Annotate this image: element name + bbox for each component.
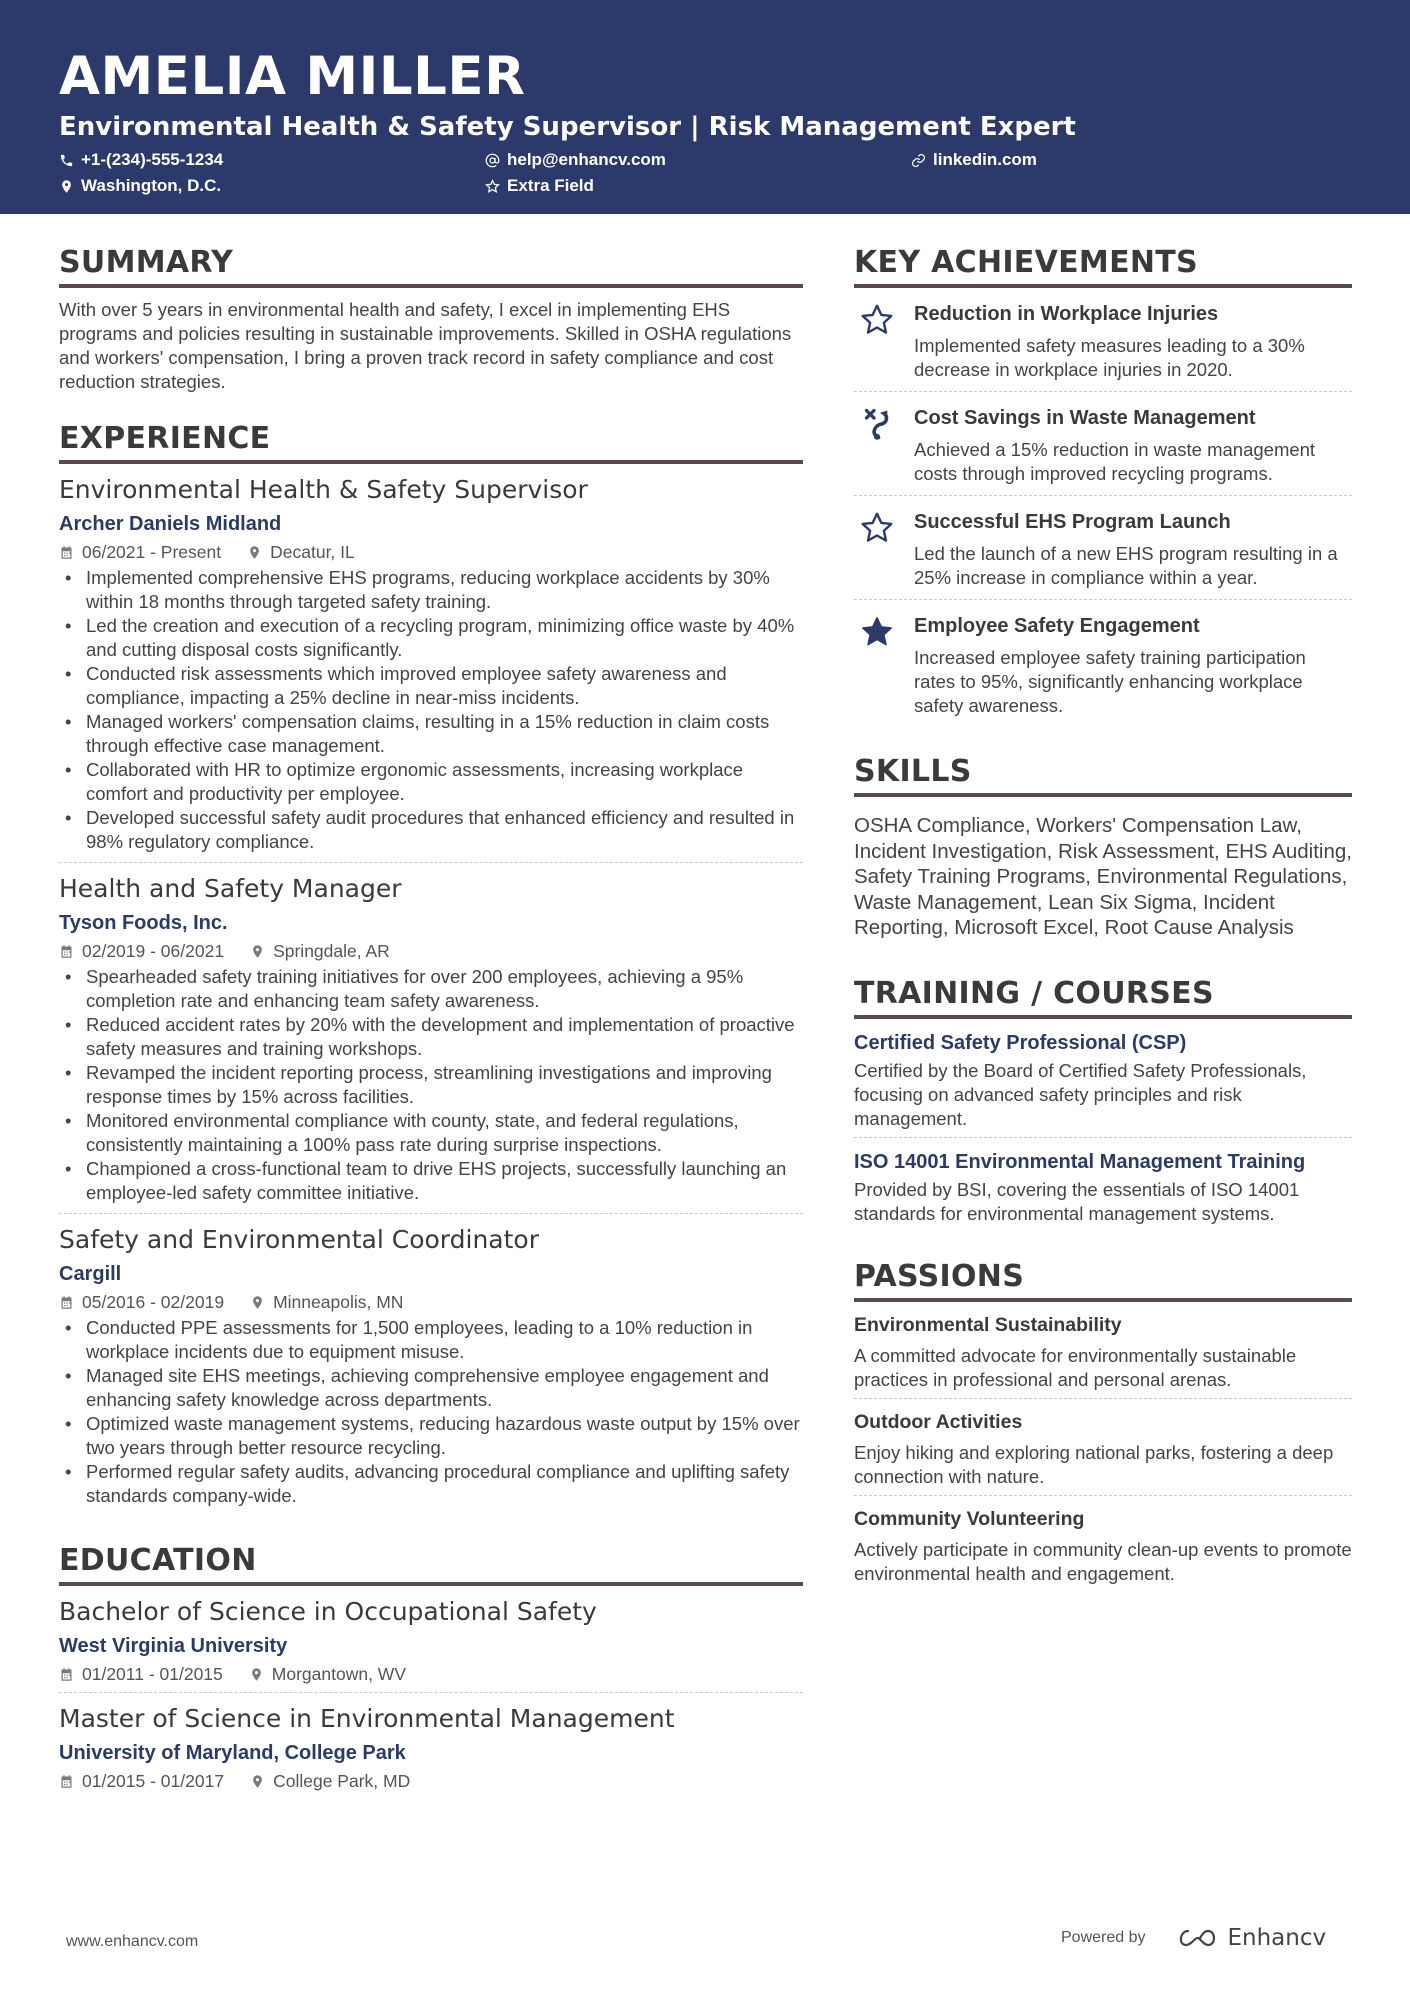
achievement-title: Cost Savings in Waste Management <box>914 407 1256 429</box>
achievement-item <box>854 600 1352 727</box>
bullet-item: • Championed a cross-functional team to drive EHS projects, successfully launching an employee-led safety committee initiative. <box>59 1157 803 1205</box>
phone-icon <box>59 153 74 168</box>
job-entry <box>59 464 803 863</box>
section-title-experience: EXPERIENCE <box>59 420 803 464</box>
bullet-item: • Spearheaded safety training initiatives for over 200 employees, achieving a 95% completion rate and enhancing team safety awareness. <box>59 965 803 1013</box>
job-entry <box>59 1214 803 1516</box>
calendar-icon <box>59 1774 74 1789</box>
course-title: Certified Safety Professional (CSP) <box>854 1031 1187 1054</box>
location-pin-icon <box>249 1667 264 1682</box>
education-entry <box>59 1586 803 1693</box>
contact-info <box>59 150 1410 202</box>
education-meta <box>59 1769 803 1793</box>
bullet-item: • Reduced accident rates by 20% with the development and implementation of proactive safety measures and training workshops. <box>59 1013 803 1061</box>
achievement-title: Employee Safety Engagement <box>914 615 1200 637</box>
contact-location <box>59 176 221 196</box>
section-title-passions: PASSIONS <box>854 1258 1352 1302</box>
course-title: ISO 14001 Environmental Management Training <box>854 1150 1306 1173</box>
passion-item <box>854 1496 1352 1592</box>
phone-text: +1-(234)-555-1234 <box>81 150 224 169</box>
star-filled-icon <box>859 614 895 650</box>
job-entry <box>59 863 803 1214</box>
candidate-headline: Environmental Health & Safety Supervisor | Risk Management Expert <box>59 112 1076 142</box>
star-outline-icon <box>859 302 895 338</box>
footer-website[interactable]: www.enhancv.com <box>66 1933 199 1950</box>
contact-email[interactable] <box>485 150 666 170</box>
job-meta <box>59 1290 803 1314</box>
job-title: Health and Safety Manager <box>59 874 402 903</box>
at-sign-icon <box>485 153 500 168</box>
course-item <box>854 1019 1352 1138</box>
degree-title: Master of Science in Environmental Management <box>59 1704 675 1733</box>
section-title-training: TRAINING / COURSES <box>854 975 1352 1019</box>
bullet-item: • Revamped the incident reporting process, streamlining investigations and improving response times by 15% across facilities. <box>59 1061 803 1109</box>
bullet-item: • Led the creation and execution of a recycling program, minimizing office waste by 40% and cutting disposal costs significantly. <box>59 614 803 662</box>
bullet-item: • Collaborated with HR to optimize ergonomic assessments, increasing workplace comfort and productivity per employee. <box>59 758 803 806</box>
bullet-item: • Optimized waste management systems, reducing hazardous waste output by 15% over two years through better resource recycling. <box>59 1412 803 1460</box>
star-icon <box>485 179 500 194</box>
passions-section <box>854 1258 1352 1592</box>
powered-by-text: Powered by <box>1061 1929 1146 1946</box>
brand-logo[interactable] <box>1174 1925 1327 1951</box>
job-dates: 06/2021 - Present <box>82 542 222 562</box>
section-title-skills: SKILLS <box>854 753 1352 797</box>
school-name: University of Maryland, College Park <box>59 1742 406 1764</box>
passion-desc: Enjoy hiking and exploring national parks, fostering a deep connection with nature. <box>854 1441 1334 1487</box>
bullet-item: • Managed site EHS meetings, achieving comprehensive employee engagement and enhancing safety knowledge across departments. <box>59 1364 803 1412</box>
bullet-item: • Conducted PPE assessments for 1,500 employees, leading to a 10% reduction in workplace incidents due to equipment misuse. <box>59 1316 803 1364</box>
job-meta <box>59 939 803 963</box>
job-bullets <box>59 566 803 854</box>
bullet-item: • Developed successful safety audit procedures that enhanced efficiency and resulted in 98% regulatory compliance. <box>59 806 803 854</box>
location-pin-icon <box>250 944 265 959</box>
job-bullets <box>59 965 803 1205</box>
education-section <box>59 1542 803 1799</box>
skills-section <box>854 753 1352 941</box>
location-pin-icon <box>250 1295 265 1310</box>
company-name: Tyson Foods, Inc. <box>59 912 228 934</box>
education-dates: 01/2011 - 01/2015 <box>82 1664 223 1684</box>
passion-item <box>854 1399 1352 1496</box>
passion-item <box>854 1302 1352 1399</box>
bullet-item: • Conducted risk assessments which improved employee safety awareness and compliance, impacting a 25% decline in near-miss incidents. <box>59 662 803 710</box>
contact-extra <box>485 176 594 196</box>
section-title-summary: SUMMARY <box>59 244 803 288</box>
achievement-item <box>854 496 1352 600</box>
star-outline-icon <box>859 510 895 546</box>
bullet-item: • Managed workers' compensation claims, resulting in a 15% reduction in claim costs through effective case management. <box>59 710 803 758</box>
achievements-section <box>854 244 1352 727</box>
company-name: Archer Daniels Midland <box>59 513 282 535</box>
degree-title: Bachelor of Science in Occupational Safety <box>59 1597 597 1626</box>
skills-text: OSHA Compliance, Workers' Compensation Law, Incident Investigation, Risk Assessment, EHS Auditing, Safety Training Programs, Environmental Regulations, Waste Management, Lean Six Sigma, Incident Reporting, Microsoft Excel, Root Cause Analysis <box>854 814 1352 939</box>
bullet-item: • Implemented comprehensive EHS programs, reducing workplace accidents by 30% within 18 months through targeted safety training. <box>59 566 803 614</box>
brand-name: Enhancv <box>1227 1925 1327 1951</box>
training-section <box>854 975 1352 1232</box>
job-title: Environmental Health & Safety Supervisor <box>59 475 588 504</box>
candidate-name: AMELIA MILLER <box>59 46 526 107</box>
job-title: Safety and Environmental Coordinator <box>59 1225 539 1254</box>
achievement-title: Successful EHS Program Launch <box>914 511 1231 533</box>
achievement-item <box>854 288 1352 392</box>
left-column <box>59 244 803 1825</box>
summary-text: With over 5 years in environmental health and safety, I excel in implementing EHS programs and policies resulting in sustainable improvements. Skilled in OSHA regulations and workers' compensation, I bring a proven track record in safety compliance and cost reduction strategies. <box>59 299 792 392</box>
education-location: College Park, MD <box>273 1771 411 1791</box>
job-location: Minneapolis, MN <box>273 1292 404 1312</box>
passion-desc: A committed advocate for environmentally sustainable practices in professional and personal arenas. <box>854 1344 1297 1390</box>
calendar-icon <box>59 1667 74 1682</box>
email-text: help@enhancv.com <box>507 150 666 169</box>
location-pin-icon <box>59 179 74 194</box>
experience-section <box>59 420 803 1516</box>
right-column <box>854 244 1352 1618</box>
contact-linkedin[interactable] <box>911 150 1037 170</box>
summary-section <box>59 244 803 394</box>
job-location: Springdale, AR <box>273 941 390 961</box>
resume-header <box>0 0 1410 214</box>
bullet-item: • Performed regular safety audits, advancing procedural compliance and uplifting safety standards company-wide. <box>59 1460 803 1508</box>
section-title-education: EDUCATION <box>59 1542 803 1586</box>
location-text: Washington, D.C. <box>81 176 222 195</box>
calendar-icon <box>59 545 74 560</box>
course-desc: Provided by BSI, covering the essentials of ISO 14001 standards for environmental management systems. <box>854 1178 1300 1224</box>
linkedin-text: linkedin.com <box>933 150 1037 169</box>
achievement-desc: Achieved a 15% reduction in waste management costs through improved recycling programs. <box>914 439 1316 484</box>
achievement-desc: Increased employee safety training participation rates to 95%, significantly enhancing workplace safety awareness. <box>914 647 1306 716</box>
education-meta <box>59 1662 803 1686</box>
bullet-item: • Monitored environmental compliance with county, state, and federal regulations, consistently maintaining a 100% pass rate during surprise inspections. <box>59 1109 803 1157</box>
passion-title: Environmental Sustainability <box>854 1313 1122 1336</box>
section-title-achievements: KEY ACHIEVEMENTS <box>854 244 1352 288</box>
extra-text: Extra Field <box>507 176 594 195</box>
achievement-desc: Led the launch of a new EHS program resulting in a 25% increase in compliance within a year. <box>914 543 1338 588</box>
location-pin-icon <box>247 545 262 560</box>
enhancv-logo-icon <box>1174 1925 1220 1951</box>
job-dates: 02/2019 - 06/2021 <box>82 941 225 961</box>
passion-title: Community Volunteering <box>854 1507 1085 1530</box>
education-location: Morgantown, WV <box>271 1664 406 1684</box>
job-meta <box>59 540 803 564</box>
footer-branding <box>1061 1925 1326 1951</box>
passion-title: Outdoor Activities <box>854 1410 1023 1433</box>
job-location: Decatur, IL <box>270 542 355 562</box>
achievement-item <box>854 392 1352 496</box>
education-dates: 01/2015 - 01/2017 <box>82 1771 225 1791</box>
location-pin-icon <box>250 1774 265 1789</box>
contact-phone[interactable] <box>59 150 223 170</box>
job-dates: 05/2016 - 02/2019 <box>82 1292 225 1312</box>
education-entry <box>59 1693 803 1799</box>
course-desc: Certified by the Board of Certified Safety Professionals, focusing on advanced safety principles and risk management. <box>854 1059 1307 1129</box>
achievement-desc: Implemented safety measures leading to a 30% decrease in workplace injuries in 2020. <box>914 335 1305 380</box>
calendar-icon <box>59 1295 74 1310</box>
job-bullets <box>59 1316 803 1508</box>
calendar-icon <box>59 944 74 959</box>
route-icon <box>859 406 895 442</box>
course-item <box>854 1138 1352 1232</box>
company-name: Cargill <box>59 1263 122 1285</box>
achievement-title: Reduction in Workplace Injuries <box>914 303 1219 325</box>
school-name: West Virginia University <box>59 1635 288 1657</box>
link-icon <box>911 153 926 168</box>
passion-desc: Actively participate in community clean-up events to promote environmental health and engagement. <box>854 1538 1352 1584</box>
